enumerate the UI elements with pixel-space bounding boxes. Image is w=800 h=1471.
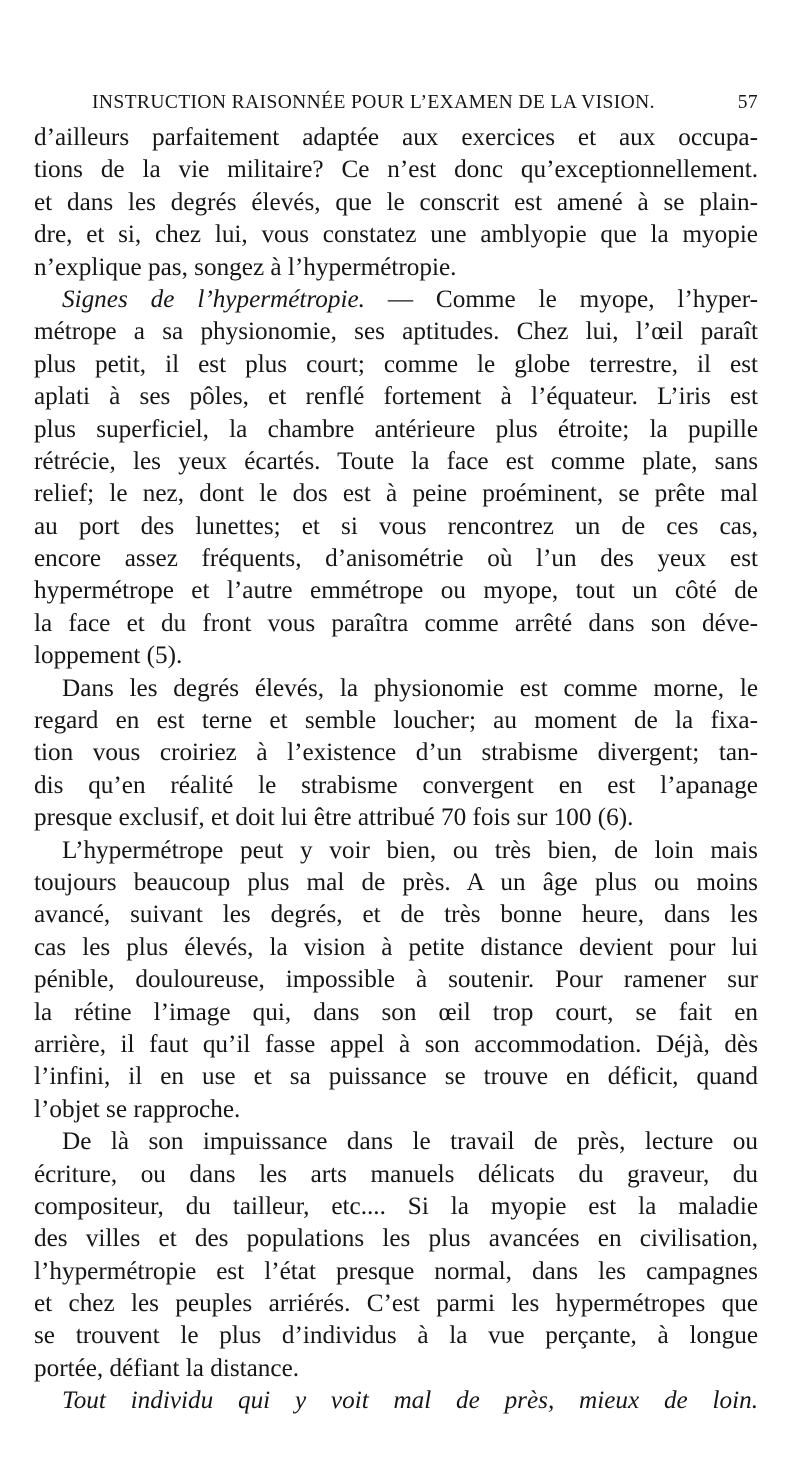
- text-line: [34, 1256, 758, 1288]
- line-text: se trouvent le plus d’individus à la vue perçante, à longue: [34, 1322, 758, 1350]
- text-line: [34, 478, 758, 510]
- text-line: [34, 511, 758, 543]
- text-line: [34, 1385, 758, 1417]
- line-text: arrière, il faut qu’il fasse appel à son accommodation. Déjà, dès: [34, 1030, 758, 1058]
- line-text: tions de la vie militaire? Ce n’est donc qu’exceptionnellement.: [34, 156, 758, 184]
- line-text: dis qu’en réalité le strabisme convergent en est l’apanage: [34, 771, 758, 799]
- text-line: [34, 252, 758, 284]
- line-text: et dans les degrés élevés, que le conscrit est amené à se plain-: [34, 188, 758, 216]
- line-text: d’ailleurs parfaitement adaptée aux exercices et aux occupa-: [34, 124, 758, 151]
- italic-heading: Tout individu qui y voit mal de près, mieux de loin.: [62, 1387, 758, 1415]
- text-line: [34, 1061, 758, 1093]
- running-title: INSTRUCTION RAISONNÉE POUR L’EXAMEN DE LA VISION.: [92, 92, 655, 113]
- text-line: [34, 575, 758, 607]
- line-text: écriture, ou dans les arts manuels délicats du graveur, du: [34, 1160, 758, 1188]
- text-line: [34, 1191, 758, 1223]
- line-text: au port des lunettes; et si vous rencontrez un de ces cas,: [34, 512, 758, 540]
- text-line: [34, 349, 758, 381]
- text-line: [34, 802, 758, 834]
- text-line: [34, 608, 758, 640]
- line-text: plus superficiel, la chambre antérieure plus étroite; la pupille: [34, 415, 758, 443]
- text-line: [34, 673, 758, 705]
- line-text: — Comme le myope, l’hyper-: [364, 285, 758, 313]
- line-text: pénible, douloureuse, impossible à soutenir. Pour ramener sur: [34, 966, 758, 994]
- line-text: De là son impuissance dans le travail de près, lecture ou: [62, 1128, 758, 1156]
- line-text: plus petit, il est plus court; comme le globe terrestre, il est: [34, 350, 758, 378]
- line-text: l’objet se rapproche.: [34, 1095, 241, 1123]
- text-line: [34, 1353, 758, 1385]
- text-line: [34, 316, 758, 348]
- text-line: [34, 284, 758, 316]
- line-text: tion vous croiriez à l’existence d’un strabisme divergent; tan-: [34, 739, 758, 767]
- line-text: la face et du front vous paraîtra comme arrêté dans son déve-: [34, 609, 758, 637]
- text-line: [34, 1223, 758, 1255]
- line-text: cas les plus élevés, la vision à petite distance devient pour lui: [34, 933, 758, 961]
- text-line: [34, 122, 758, 154]
- line-text: presque exclusif, et doit lui être attribué 70 fois sur 100 (6).: [34, 804, 634, 832]
- text-line: [34, 997, 758, 1029]
- line-text: l’hypermétropie est l’état presque normal, dans les campagnes: [34, 1257, 758, 1285]
- text-line: [34, 381, 758, 413]
- text-line: [34, 737, 758, 769]
- text-line: [34, 219, 758, 251]
- text-line: [34, 187, 758, 219]
- text-line: [34, 932, 758, 964]
- text-line: [34, 154, 758, 186]
- body-text: [34, 122, 758, 1418]
- text-line: [34, 1159, 758, 1191]
- text-line: [34, 899, 758, 931]
- text-line: [34, 414, 758, 446]
- text-line: [34, 835, 758, 867]
- line-text: aplati à ses pôles, et renflé fortement à l’équateur. L’iris est: [34, 383, 758, 411]
- line-text: la rétine l’image qui, dans son œil trop court, se fait en: [34, 998, 758, 1026]
- line-text: métrope a sa physionomie, ses aptitudes. Chez lui, l’œil paraît: [34, 318, 758, 346]
- line-text: hypermétrope et l’autre emmétrope ou myope, tout un côté de: [34, 577, 758, 605]
- line-text: et chez les peuples arriérés. C’est parmi les hypermétropes que: [34, 1290, 758, 1318]
- page-number: 57: [737, 92, 758, 113]
- line-text: portée, défiant la distance.: [34, 1354, 300, 1382]
- text-line: [34, 1320, 758, 1352]
- text-line: [34, 964, 758, 996]
- text-line: [34, 640, 758, 672]
- line-text: rétrécie, les yeux écartés. Toute la face est comme plate, sans: [34, 447, 758, 475]
- line-text: relief; le nez, dont le dos est à peine proéminent, se prête mal: [34, 480, 758, 508]
- line-text: des villes et des populations les plus avancées en civilisation,: [34, 1225, 758, 1253]
- text-line: [34, 1094, 758, 1126]
- line-text: dre, et si, chez lui, vous constatez une amblyopie que la myopie: [34, 221, 758, 249]
- text-line: [34, 1126, 758, 1158]
- line-text: loppement (5).: [34, 642, 183, 670]
- line-text: encore assez fréquents, d’anisométrie où l’un des yeux est: [34, 545, 758, 573]
- line-text: compositeur, du tailleur, etc.... Si la myopie est la maladie: [34, 1192, 758, 1220]
- text-line: [34, 446, 758, 478]
- line-text: l’infini, il en use et sa puissance se trouve en déficit, quand: [34, 1063, 758, 1091]
- line-text: avancé, suivant les degrés, et de très bonne heure, dans les: [34, 901, 758, 929]
- line-text: L’hypermétrope peut y voir bien, ou très bien, de loin mais: [62, 836, 758, 864]
- line-text: Dans les degrés élevés, la physionomie est comme morne, le: [62, 674, 758, 702]
- line-text: toujours beaucoup plus mal de près. A un âge plus ou moins: [34, 868, 758, 896]
- italic-heading: Signes de l’hypermétropie.: [62, 285, 365, 313]
- line-text: regard en est terne et semble loucher; au moment de la fixa-: [34, 707, 758, 735]
- page-header: [34, 92, 758, 122]
- text-line: [34, 1029, 758, 1061]
- line-text: n’explique pas, songez à l’hypermétropie.: [34, 253, 457, 281]
- text-line: [34, 705, 758, 737]
- text-line: [34, 770, 758, 802]
- text-line: [34, 1288, 758, 1320]
- text-line: [34, 543, 758, 575]
- text-line: [34, 867, 758, 899]
